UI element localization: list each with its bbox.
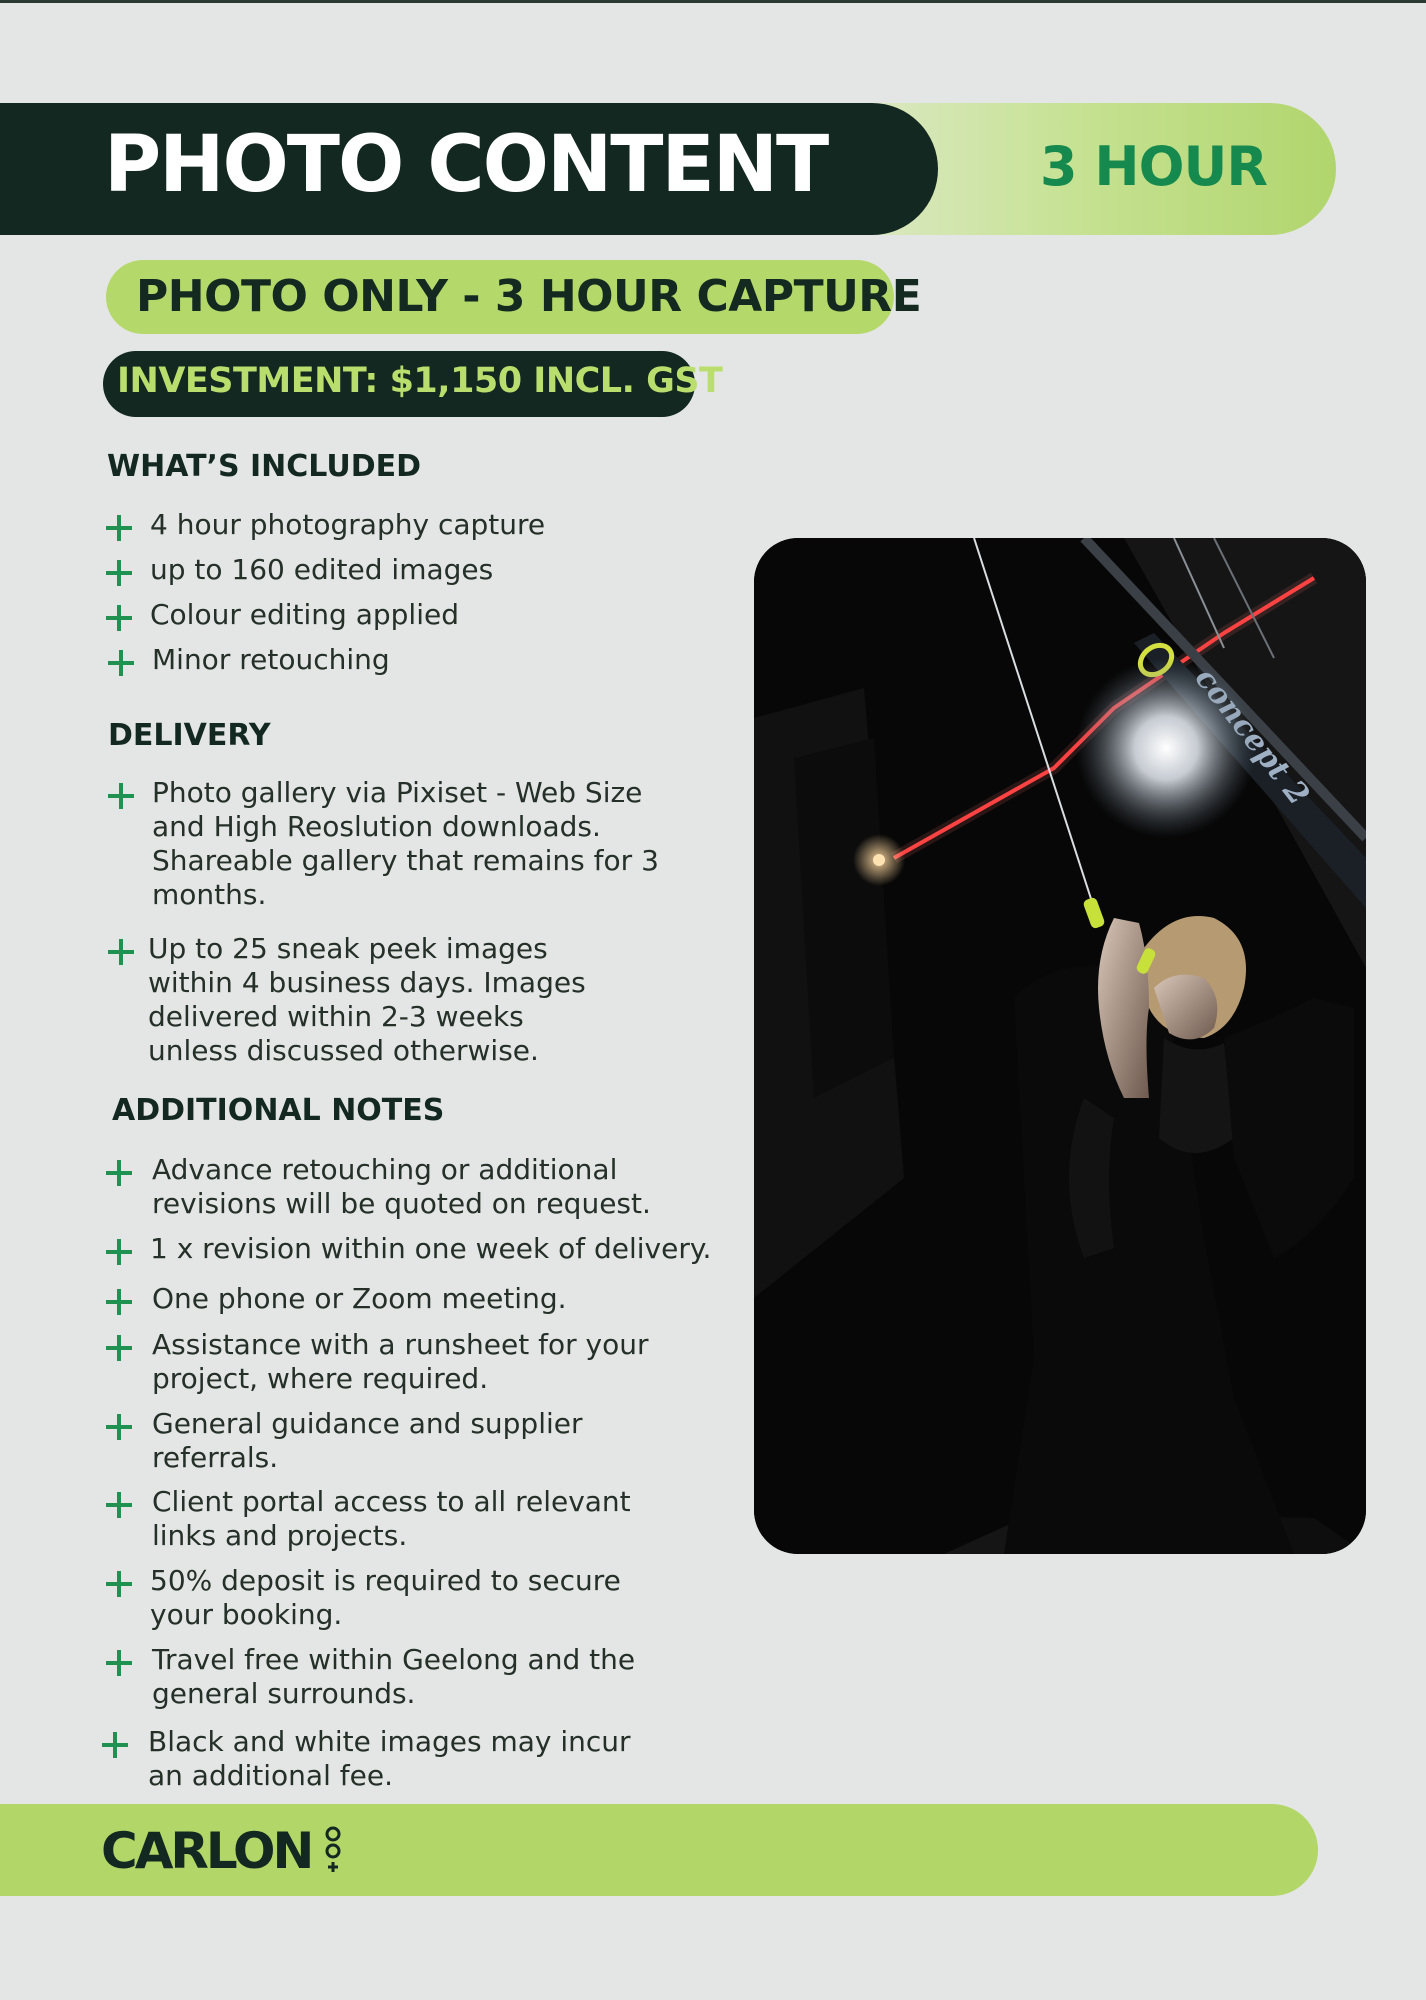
investment-label: INVESTMENT: $1,150 INCL. GST (117, 361, 723, 401)
footer-bar (0, 1804, 1318, 1896)
plus-icon (108, 783, 134, 809)
package-label: PHOTO ONLY - 3 HOUR CAPTURE (136, 271, 922, 322)
included-item-text: 4 hour photography capture (150, 508, 546, 541)
plus-icon (108, 939, 134, 965)
included-item-text: Colour editing applied (150, 598, 459, 631)
note-item-text: Travel free within Geelong and the general surrounds. (152, 1643, 636, 1710)
plus-icon (106, 1335, 132, 1361)
plus-icon (106, 1650, 132, 1676)
note-item-text: Assistance with a runsheet for your project, where required. (152, 1328, 649, 1395)
delivery-heading: DELIVERY (108, 718, 271, 753)
delivery-item-text: Up to 25 sneak peek images within 4 business days. Images delivered within 2-3 weeks unless discussed otherwise. (148, 932, 586, 1067)
note-item-text: Client portal access to all relevant links and projects. (152, 1485, 631, 1552)
photo-illustration (754, 538, 1366, 1554)
notes-heading: ADDITIONAL NOTES (112, 1093, 445, 1128)
note-item-text: 50% deposit is required to secure your booking. (150, 1564, 621, 1631)
duration-label: 3 HOUR (1040, 135, 1267, 198)
top-rule (0, 0, 1426, 3)
note-item-text: Advance retouching or additional revisions will be quoted on request. (152, 1153, 651, 1220)
plus-icon (106, 1239, 132, 1265)
plus-icon (108, 650, 134, 676)
included-heading: WHAT’S INCLUDED (107, 449, 421, 484)
page-title: PHOTO CONTENT (104, 120, 828, 210)
included-item-text: Minor retouching (152, 643, 390, 676)
plus-icon (106, 560, 132, 586)
note-item-text: Black and white images may incur an additional fee. (148, 1725, 631, 1792)
brand-logo: CARLON (101, 1822, 312, 1880)
machine-brand-text: 2 (1275, 773, 1316, 812)
plus-icon (106, 1492, 132, 1518)
plus-icon (106, 1289, 132, 1315)
plus-icon (106, 515, 132, 541)
investment-pill (103, 351, 723, 417)
package-pill (106, 260, 922, 334)
note-item-text: 1 x revision within one week of delivery. (150, 1232, 712, 1265)
plus-icon (106, 1414, 132, 1440)
gym-rowing-photo (754, 538, 1366, 1554)
included-item-text: up to 160 edited images (150, 553, 494, 586)
note-item-text: One phone or Zoom meeting. (152, 1282, 567, 1315)
title-banner (0, 103, 938, 235)
logo-mark-icon (325, 1826, 341, 1876)
plus-icon (106, 1160, 132, 1186)
note-item-text: General guidance and supplier referrals. (152, 1407, 583, 1474)
plus-icon (106, 1571, 132, 1597)
plus-icon (102, 1732, 128, 1758)
plus-icon (106, 605, 132, 631)
delivery-item-text: Photo gallery via Pixiset - Web Size and High Reoslution downloads. Shareable gallery that remains for 3 months. (152, 776, 659, 911)
